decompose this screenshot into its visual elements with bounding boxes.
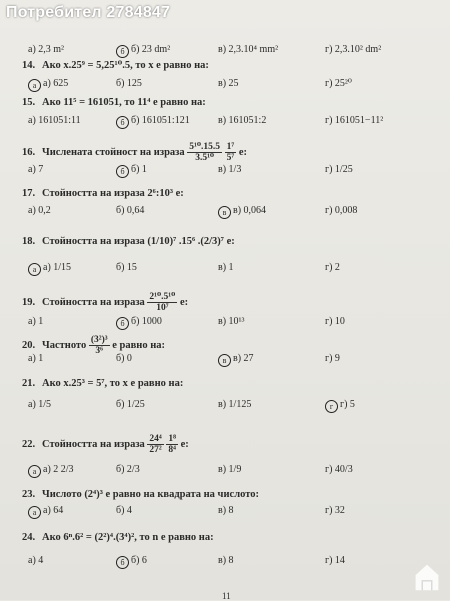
q19-opt-b[interactable]: б б) 1000 xyxy=(116,316,162,330)
q18-expression: (1/10)⁷ .15⁶ .(2/3)⁷ xyxy=(147,236,224,247)
answer-circle-icon: б xyxy=(116,556,129,569)
q20-opt-b[interactable]: б) 0 xyxy=(116,353,132,364)
answer-circle-icon: в xyxy=(218,206,231,219)
answer-circle-icon: б xyxy=(116,317,129,330)
q13-opt-d[interactable]: г) 2,3.10² dm² xyxy=(325,44,382,55)
q20-opt-d[interactable]: г) 9 xyxy=(325,353,340,364)
q17-opt-a[interactable]: а) 0,2 xyxy=(28,205,51,216)
q19-title: 19. Стойността на израза $\frac{\text{2¹⁰.5¹⁰}}{\text{10⁷}}$ е: xyxy=(22,292,189,313)
q19-fraction: $\frac{\text{2¹⁰.5¹⁰}}{\text{10⁷}}$ xyxy=(149,292,176,313)
q22-opt-b[interactable]: б) 2/3 xyxy=(116,464,140,475)
answer-circle-icon: в xyxy=(218,354,231,367)
q18-opt-a[interactable]: а а) 1/15 xyxy=(28,262,71,276)
q19-opt-d[interactable]: г) 10 xyxy=(325,316,345,327)
q16-fraction-1: $\frac{\text{5¹⁰.15.5}}{\text{3.5¹⁰}}$ xyxy=(189,142,221,163)
q23-opt-d[interactable]: г) 32 xyxy=(325,505,345,516)
q14-opt-a[interactable]: а а) 625 xyxy=(28,78,68,92)
q23-opt-b[interactable]: б) 4 xyxy=(116,505,132,516)
q15-opt-d[interactable]: г) 161051−11² xyxy=(325,115,384,126)
q14-opt-b[interactable]: б) 125 xyxy=(116,78,142,89)
q18-title: 18. Стойността на израза (1/10)⁷ .15⁶ .(2/3)⁷ е: xyxy=(22,236,235,247)
watermark: Потребител 2784847 xyxy=(6,4,171,21)
q14-opt-d[interactable]: г) 25²⁰ xyxy=(325,78,352,89)
q22-fraction-1: $\frac{\text{24⁴}}{\text{27²}}$ xyxy=(149,434,162,455)
q22-opt-d[interactable]: г) 40/3 xyxy=(325,464,353,475)
q14-title: 14. Ако x.25⁹ = 5,25¹⁰.5, то x е равно на: xyxy=(22,60,209,71)
q16-opt-a[interactable]: а) 7 xyxy=(28,164,44,175)
bazar-logo-icon xyxy=(408,558,446,596)
q24-opt-c[interactable]: в) 8 xyxy=(218,555,234,566)
q18-opt-c[interactable]: в) 1 xyxy=(218,262,234,273)
answer-circle-icon: а xyxy=(28,79,41,92)
q21-opt-b[interactable]: б) 1/25 xyxy=(116,399,145,410)
q20-opt-c[interactable]: в в) 27 xyxy=(218,353,254,367)
page-number: 11 xyxy=(222,591,231,601)
q16-fraction-2: $\frac{\text{1⁷}}{\text{5⁷}}$ xyxy=(226,142,235,163)
q16-opt-c[interactable]: в) 1/3 xyxy=(218,164,242,175)
q22-fraction-2: $\frac{\text{1⁸}}{\text{8⁴}}$ xyxy=(168,434,177,455)
q13-opt-a[interactable]: а) 2,3 m² xyxy=(28,44,65,55)
q24-title: 24. Ако 6ⁿ.6² = (2²)⁴.(3⁴)², то n е равно на: xyxy=(22,532,214,543)
q21-opt-c[interactable]: в) 1/125 xyxy=(218,399,252,410)
q17-title: 17. Стойността на израза 2⁶:10³ е: xyxy=(22,188,184,199)
q21-opt-a[interactable]: а) 1/5 xyxy=(28,399,52,410)
answer-circle-icon: а xyxy=(28,263,41,276)
q16-title: 16. Числената стойност на израза $\frac{\text{5¹⁰.15.5}}{\text{3.5¹⁰}}$ $\frac{\text{1⁷}}{\text{5⁷}}$ е: xyxy=(22,142,248,163)
answer-circle-icon: б xyxy=(116,45,129,58)
q15-opt-c[interactable]: в) 161051:2 xyxy=(218,115,267,126)
q24-opt-a[interactable]: а) 4 xyxy=(28,555,44,566)
q21-opt-d[interactable]: г г) 5 xyxy=(325,399,355,413)
q24-opt-d[interactable]: г) 14 xyxy=(325,555,345,566)
q20-opt-a[interactable]: а) 1 xyxy=(28,353,44,364)
q21-title: 21. Ако x.25³ = 5⁷, то x е равно на: xyxy=(22,378,184,389)
q23-opt-a[interactable]: а а) 64 xyxy=(28,505,63,519)
q22-opt-c[interactable]: в) 1/9 xyxy=(218,464,242,475)
q16-opt-b[interactable]: б б) 1 xyxy=(116,164,147,178)
q22-title: 22. Стойността на израза $\frac{\text{24⁴}}{\text{27²}}$ $\frac{\text{1⁸}}{\text{8⁴}}$ е: xyxy=(22,434,189,455)
q22-opt-a[interactable]: а а) 2 2/3 xyxy=(28,464,74,478)
q17-opt-c[interactable]: в в) 0,064 xyxy=(218,205,266,219)
q15-title: 15. Ако 11⁵ = 161051, то 11⁴ е равно на: xyxy=(22,97,206,108)
q19-opt-a[interactable]: а) 1 xyxy=(28,316,44,327)
q20-title: 20. Частното $\frac{\text{(3²)³}}{\text{3⁶}}$ е равно на: xyxy=(22,335,166,356)
q15-opt-b[interactable]: б б) 161051:121 xyxy=(116,115,190,129)
q24-opt-b[interactable]: б б) 6 xyxy=(116,555,147,569)
q13-opt-b[interactable]: б б) 23 dm² xyxy=(116,44,170,58)
answer-circle-icon: а xyxy=(28,465,41,478)
q14-opt-c[interactable]: в) 25 xyxy=(218,78,239,89)
q13-opt-c[interactable]: в) 2,3.10⁴ mm² xyxy=(218,44,279,55)
q16-opt-d[interactable]: г) 1/25 xyxy=(325,164,353,175)
q23-opt-c[interactable]: в) 8 xyxy=(218,505,234,516)
q23-title: 23. Числото (2⁴)³ е равно на квадрата на числото: xyxy=(22,489,259,500)
q20-fraction: $\frac{\text{(3²)³}}{\text{3⁶}}$ xyxy=(90,335,108,356)
answer-circle-icon: г xyxy=(325,400,338,413)
q17-opt-b[interactable]: б) 0,64 xyxy=(116,205,145,216)
answer-circle-icon: б xyxy=(116,116,129,129)
q15-opt-a[interactable]: а) 161051:11 xyxy=(28,115,81,126)
q18-opt-d[interactable]: г) 2 xyxy=(325,262,340,273)
q17-opt-d[interactable]: г) 0,008 xyxy=(325,205,358,216)
answer-circle-icon: а xyxy=(28,506,41,519)
q18-opt-b[interactable]: б) 15 xyxy=(116,262,137,273)
q19-opt-c[interactable]: в) 10¹³ xyxy=(218,316,245,327)
answer-circle-icon: б xyxy=(116,165,129,178)
